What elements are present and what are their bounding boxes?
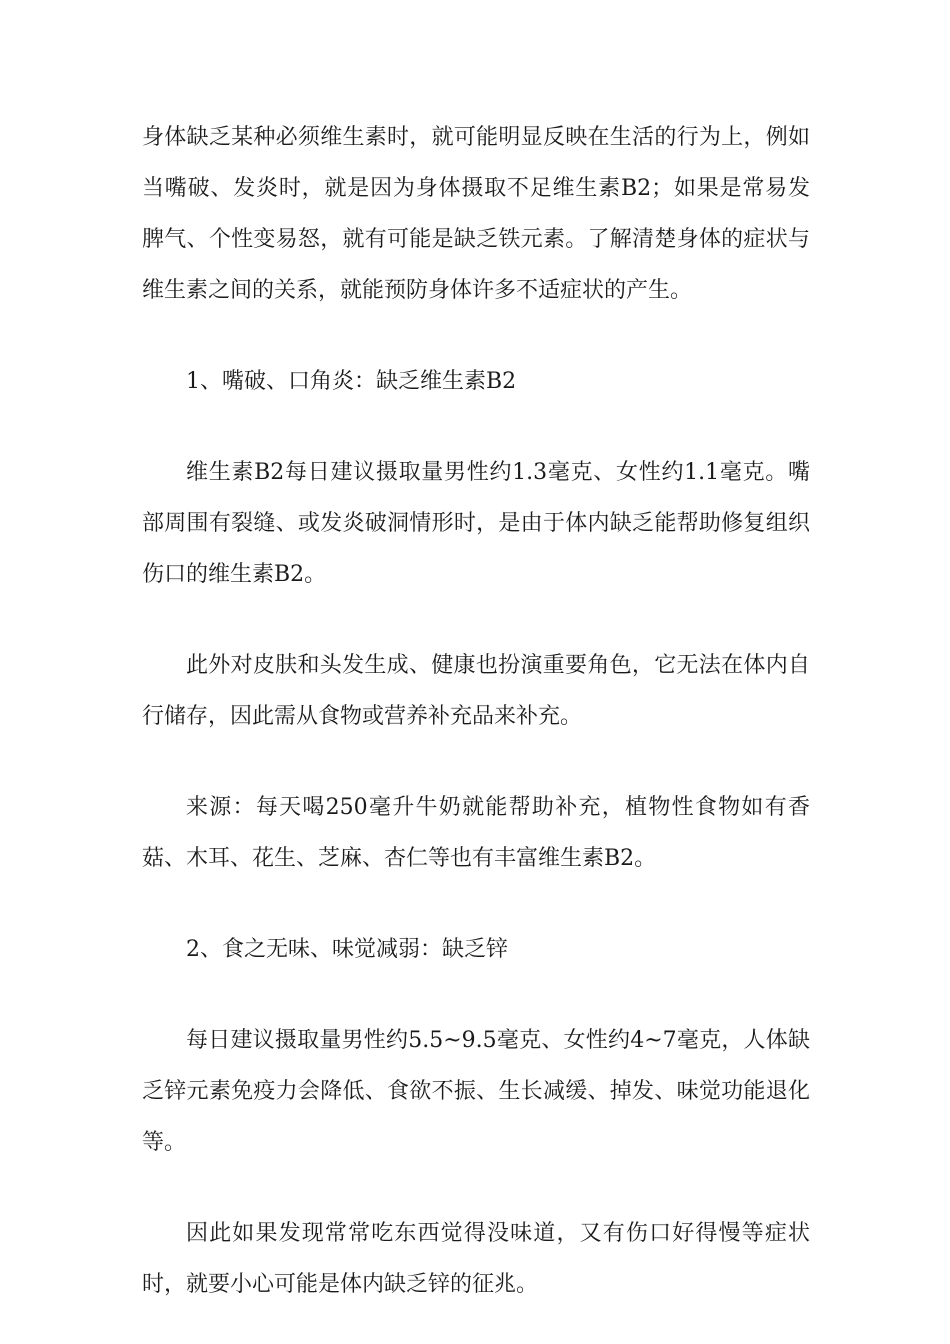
paragraph-b2-intake: 维生素B2每日建议摄取量男性约1.3毫克、女性约1.1毫克。嘴部周围有裂缝、或发炎破洞情形时，是由于体内缺乏能帮助修复组织伤口的维生素B2。 [142, 460, 810, 587]
document-body [142, 112, 810, 1344]
paragraph-intro: 身体缺乏某种必须维生素时，就可能明显反映在生活的行为上，例如当嘴破、发炎时，就是因为身体摄取不足维生素B2；如果是常易发脾气、个性变易怒，就有可能是缺乏铁元素。了解清楚身体的症状与维生素之间的关系，就能预防身体许多不适症状的产生。 [142, 125, 810, 303]
paragraph-zinc-intake: 每日建议摄取量男性约5.5~9.5毫克、女性约4~7毫克，人体缺乏锌元素免疫力会降低、食欲不振、生长减缓、掉发、味觉功能退化等。 [142, 1028, 810, 1155]
paragraph-b2-sources: 来源：每天喝250毫升牛奶就能帮助补充，植物性食物如有香菇、木耳、花生、芝麻、杏仁等也有丰富维生素B2。 [142, 795, 810, 871]
section-heading-zinc: 2、食之无味、味觉减弱：缺乏锌 [186, 937, 508, 962]
section-heading-vitamin-b2: 1、嘴破、口角炎：缺乏维生素B2 [186, 369, 517, 394]
paragraph-zinc-signs: 因此如果发现常常吃东西觉得没味道，又有伤口好得慢等症状时，就要小心可能是体内缺乏锌的征兆。 [142, 1221, 810, 1297]
paragraph-b2-role: 此外对皮肤和头发生成、健康也扮演重要角色，它无法在体内自行储存，因此需从食物或营养补充品来补充。 [142, 653, 810, 729]
